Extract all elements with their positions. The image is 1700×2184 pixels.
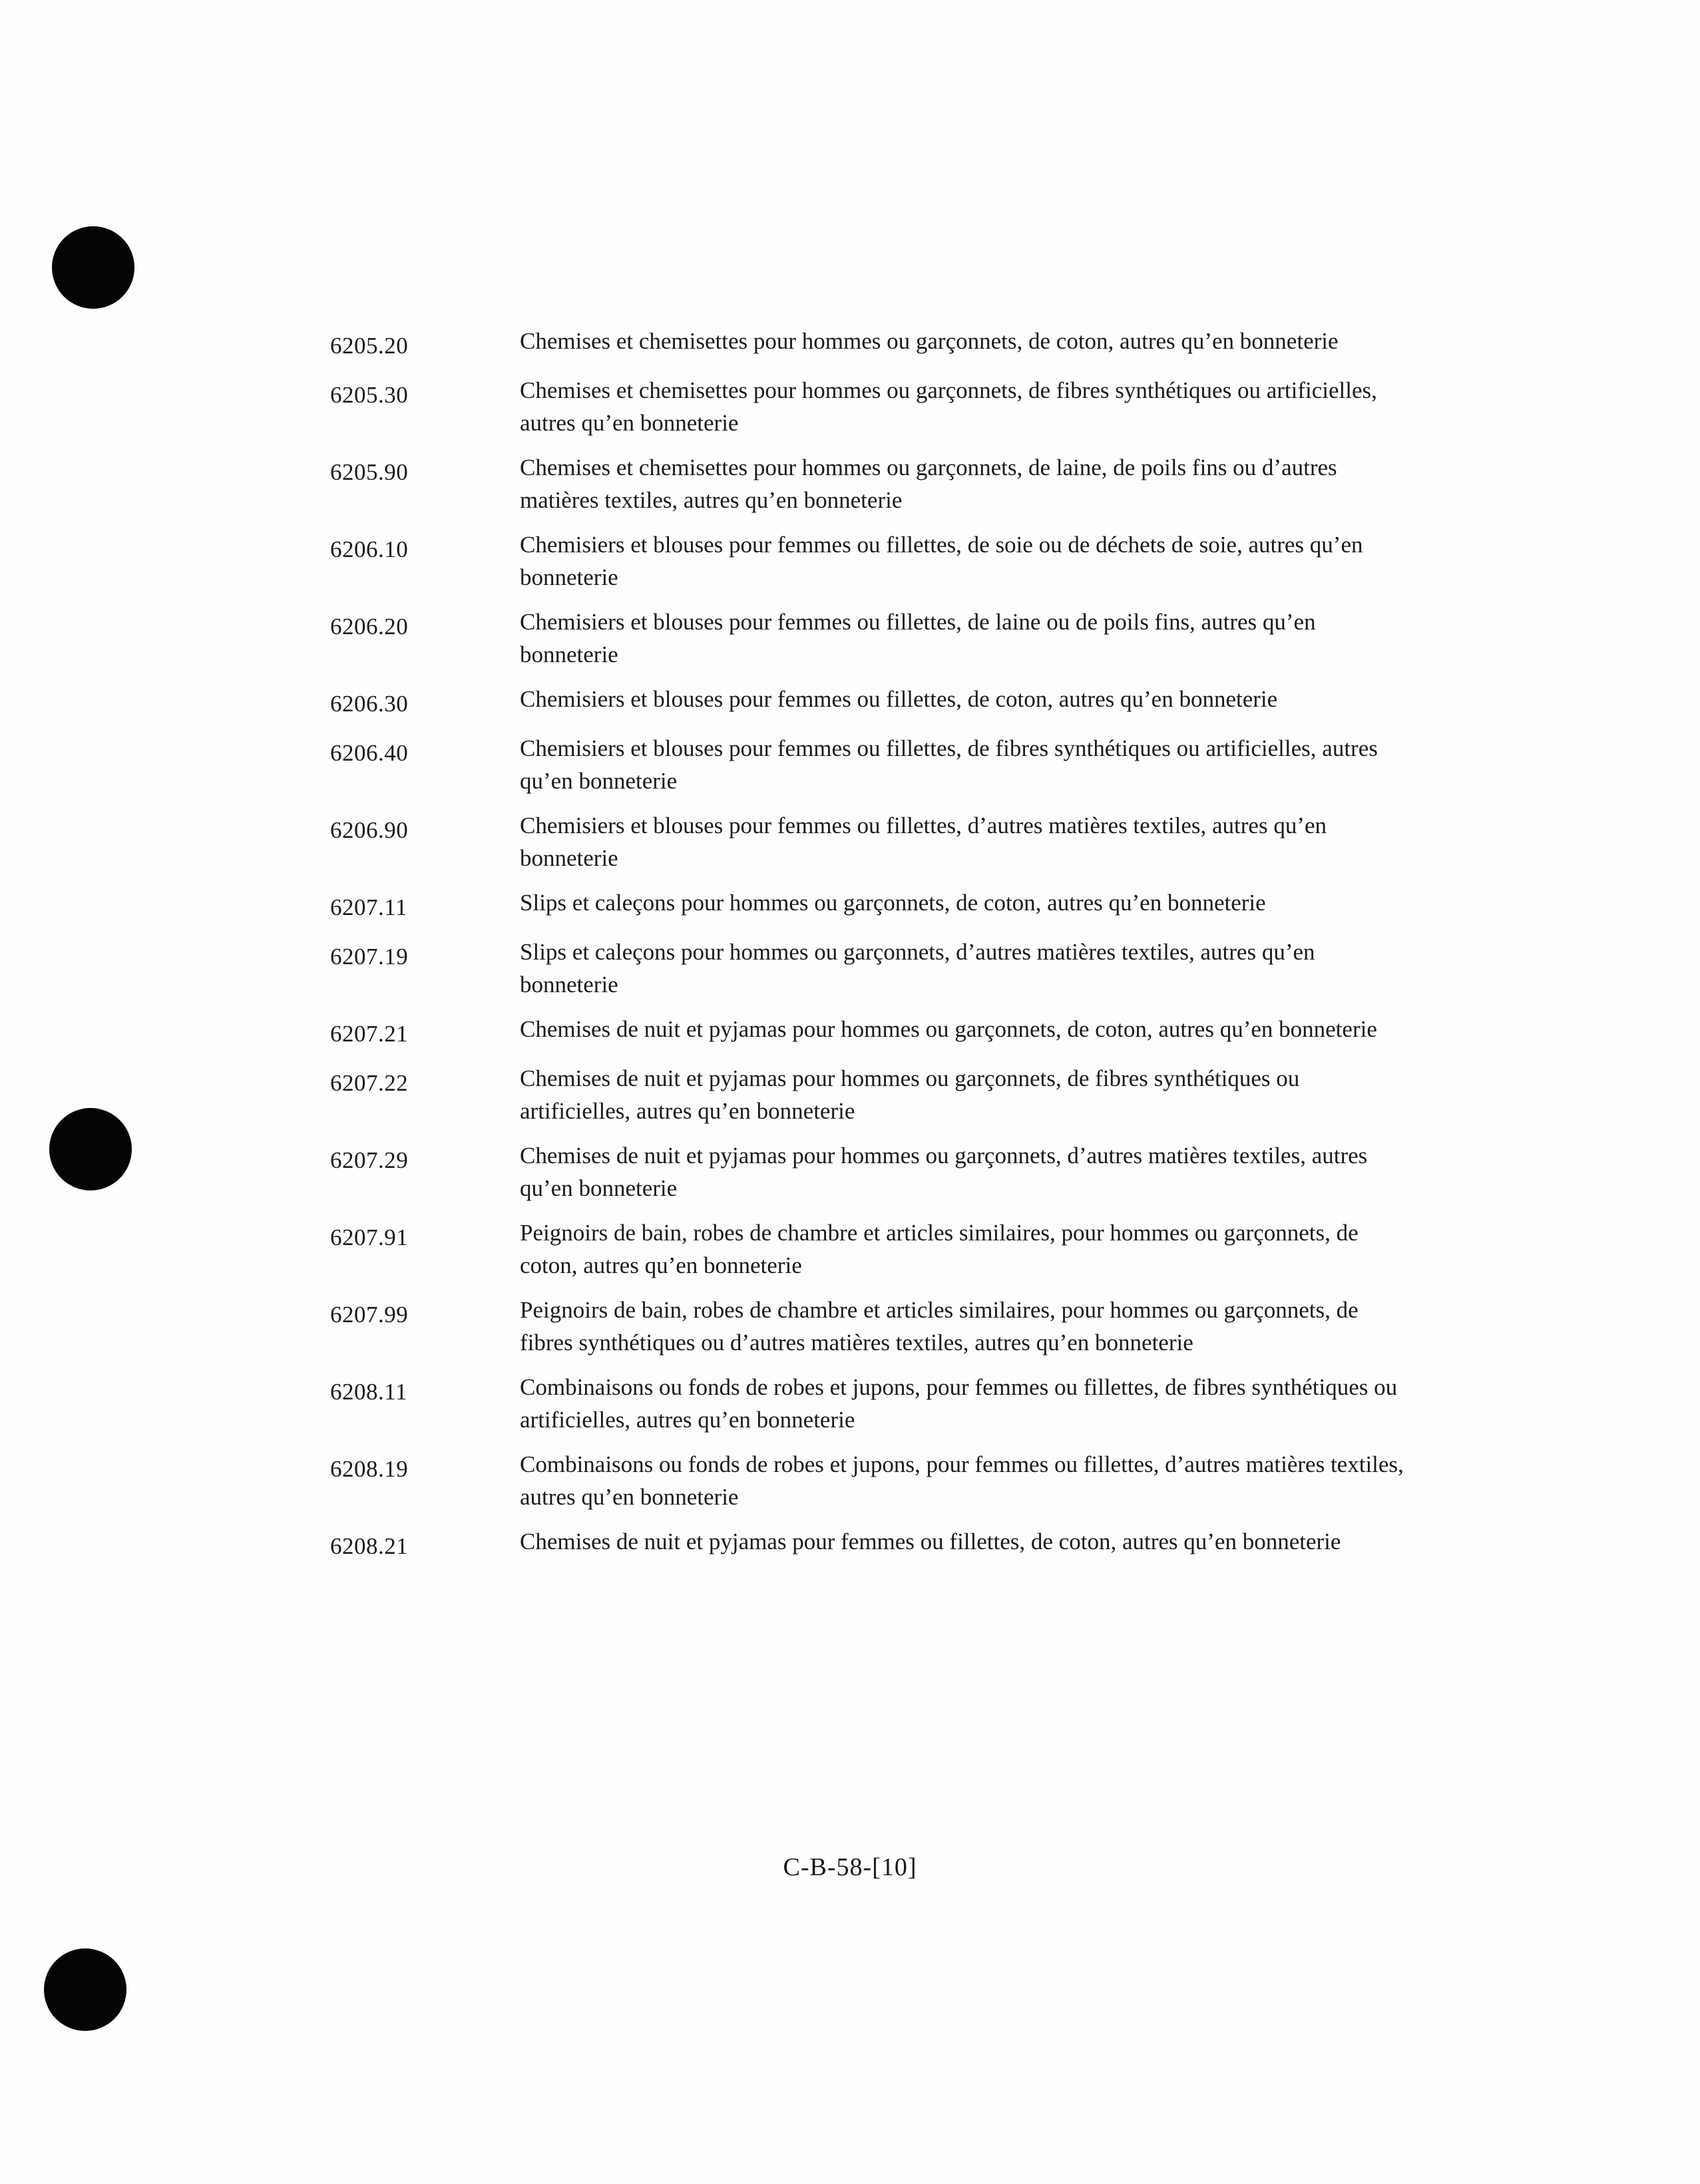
tariff-description: Chemisiers et blouses pour femmes ou fillettes, de soie ou de déchets de soie, autres qu’en bonneterie <box>520 532 1363 590</box>
tariff-code: 6207.19 <box>330 944 409 970</box>
punch-hole-middle <box>49 1108 132 1190</box>
punch-hole-top <box>52 226 134 309</box>
list-item <box>330 606 1408 671</box>
tariff-description: Slips et caleçons pour hommes ou garçonnets, d’autres matières textiles, autres qu’en bonneterie <box>520 939 1315 998</box>
tariff-description: Chemises de nuit et pyjamas pour hommes ou garçonnets, de coton, autres qu’en bonneterie <box>520 1016 1377 1042</box>
tariff-description: Chemisiers et blouses pour femmes ou fillettes, d’autres matières textiles, autres qu’en bonneterie <box>520 813 1327 871</box>
list-item <box>330 528 1408 594</box>
list-item <box>330 1294 1408 1359</box>
list-item <box>330 1371 1408 1436</box>
list-item <box>330 1525 1408 1562</box>
list-item <box>330 451 1408 516</box>
tariff-description: Chemisiers et blouses pour femmes ou fillettes, de laine ou de poils fins, autres qu’en bonneterie <box>520 609 1316 667</box>
tariff-code: 6207.22 <box>330 1070 409 1096</box>
tariff-description: Slips et caleçons pour hommes ou garçonnets, de coton, autres qu’en bonneterie <box>520 890 1266 916</box>
tariff-description: Chemises de nuit et pyjamas pour hommes ou garçonnets, de fibres synthétiques ou artificielles, autres qu’en bonneterie <box>520 1065 1300 1124</box>
tariff-code-list <box>330 325 1408 1574</box>
tariff-code: 6208.19 <box>330 1456 409 1482</box>
tariff-code: 6207.29 <box>330 1147 409 1173</box>
tariff-code: 6206.40 <box>330 740 409 766</box>
list-item <box>330 1448 1408 1513</box>
tariff-description: Peignoirs de bain, robes de chambre et articles similaires, pour hommes ou garçonnets, de coton, autres qu’en bonneterie <box>520 1220 1359 1278</box>
tariff-description: Peignoirs de bain, robes de chambre et articles similaires, pour hommes ou garçonnets, de fibres synthétiques ou d’autres matières textiles, autres qu’en bonneterie <box>520 1297 1359 1356</box>
punch-hole-bottom <box>44 1948 126 2031</box>
tariff-code: 6208.11 <box>330 1379 407 1405</box>
tariff-description: Combinaisons ou fonds de robes et jupons, pour femmes ou fillettes, d’autres matières textiles, autres qu’en bonneterie <box>520 1451 1404 1510</box>
tariff-code: 6205.20 <box>330 333 409 359</box>
list-item <box>330 936 1408 1001</box>
list-item <box>330 1013 1408 1050</box>
list-item <box>330 325 1408 362</box>
list-item <box>330 374 1408 439</box>
tariff-description: Chemisiers et blouses pour femmes ou fillettes, de coton, autres qu’en bonneterie <box>520 686 1278 712</box>
tariff-description: Chemises et chemisettes pour hommes ou garçonnets, de laine, de poils fins ou d’autres matières textiles, autres qu’en bonneterie <box>520 455 1337 513</box>
tariff-code: 6208.21 <box>330 1533 409 1559</box>
tariff-code: 6207.91 <box>330 1224 409 1250</box>
tariff-description: Chemises et chemisettes pour hommes ou garçonnets, de fibres synthétiques ou artificielles, autres qu’en bonneterie <box>520 377 1377 436</box>
tariff-code: 6207.99 <box>330 1302 409 1328</box>
list-item <box>330 886 1408 924</box>
tariff-description: Chemises et chemisettes pour hommes ou garçonnets, de coton, autres qu’en bonneterie <box>520 328 1339 354</box>
tariff-code: 6206.90 <box>330 817 409 843</box>
list-item <box>330 1216 1408 1282</box>
tariff-description: Chemises de nuit et pyjamas pour hommes ou garçonnets, d’autres matières textiles, autres qu’en bonneterie <box>520 1143 1368 1201</box>
tariff-code: 6205.30 <box>330 382 409 408</box>
tariff-code: 6206.20 <box>330 614 409 639</box>
list-item <box>330 732 1408 797</box>
tariff-code: 6206.10 <box>330 536 409 562</box>
tariff-code: 6205.90 <box>330 459 409 485</box>
tariff-description: Chemises de nuit et pyjamas pour femmes ou fillettes, de coton, autres qu’en bonneterie <box>520 1529 1341 1554</box>
list-item <box>330 1062 1408 1127</box>
tariff-description: Chemisiers et blouses pour femmes ou fillettes, de fibres synthétiques ou artificielles, autres qu’en bonneterie <box>520 735 1378 794</box>
list-item <box>330 1139 1408 1204</box>
list-item <box>330 809 1408 874</box>
page-footer-reference: C-B-58-[10] <box>783 1853 917 1881</box>
tariff-description: Combinaisons ou fonds de robes et jupons, pour femmes ou fillettes, de fibres synthétiques ou artificielles, autres qu’en bonneterie <box>520 1374 1398 1433</box>
tariff-code: 6207.11 <box>330 894 407 920</box>
tariff-code: 6207.21 <box>330 1021 409 1047</box>
list-item <box>330 683 1408 720</box>
tariff-code: 6206.30 <box>330 691 409 717</box>
